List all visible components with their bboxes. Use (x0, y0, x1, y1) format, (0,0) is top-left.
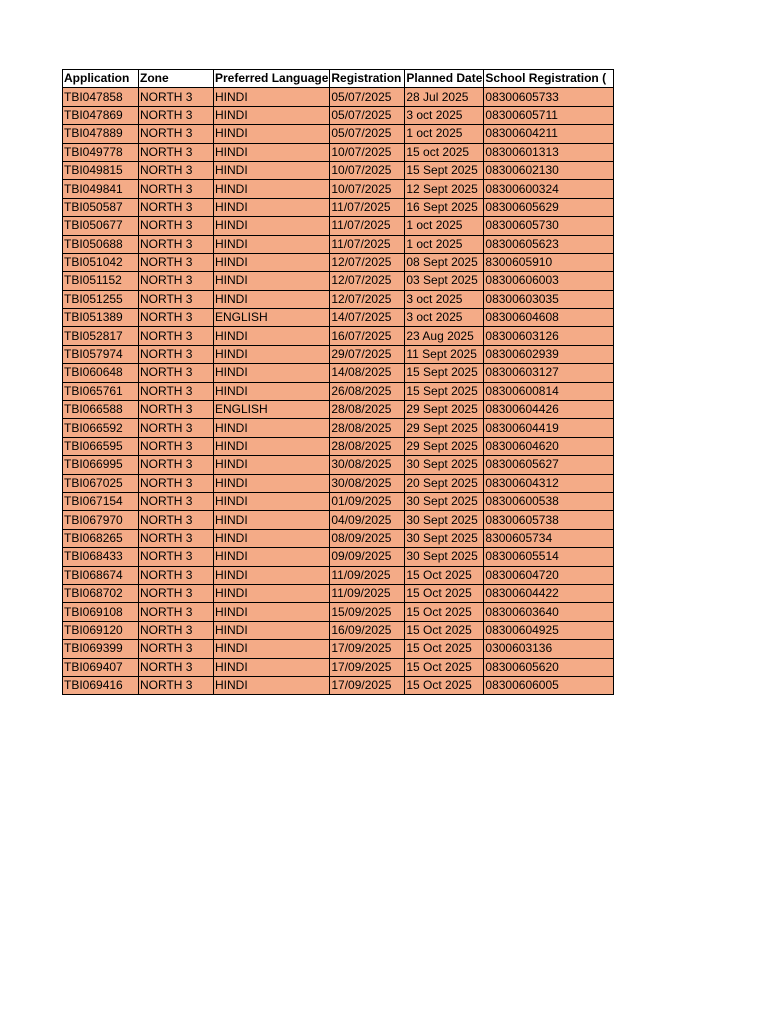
cell-registration[interactable]: 11/07/2025 (330, 235, 405, 253)
cell-zone[interactable]: NORTH 3 (139, 456, 214, 474)
cell-preferred-language[interactable]: HINDI (214, 345, 330, 363)
cell-planned-date[interactable]: 3 oct 2025 (405, 106, 484, 124)
cell-planned-date[interactable]: 1 oct 2025 (405, 235, 484, 253)
cell-application[interactable]: TBI065761 (63, 382, 139, 400)
table-row (63, 180, 614, 198)
cell-planned-date[interactable]: 15 Oct 2025 (405, 658, 484, 676)
cell-registration[interactable]: 12/07/2025 (330, 272, 405, 290)
cell-school-registration[interactable]: 08300604608 (484, 309, 614, 327)
table-row (63, 658, 614, 676)
cell-school-registration[interactable]: 08300605733 (484, 88, 614, 106)
cell-planned-date[interactable]: 15 Oct 2025 (405, 640, 484, 658)
cell-preferred-language[interactable]: HINDI (214, 456, 330, 474)
cell-application[interactable]: TBI068702 (63, 584, 139, 602)
cell-school-registration[interactable]: 08300604620 (484, 437, 614, 455)
table-row (63, 309, 614, 327)
cell-zone[interactable]: NORTH 3 (139, 676, 214, 694)
cell-zone[interactable]: NORTH 3 (139, 401, 214, 419)
cell-zone[interactable]: NORTH 3 (139, 88, 214, 106)
table-row (63, 253, 614, 271)
cell-zone[interactable]: NORTH 3 (139, 161, 214, 179)
cell-planned-date[interactable]: 15 Sept 2025 (405, 382, 484, 400)
cell-preferred-language[interactable]: HINDI (214, 548, 330, 566)
cell-application[interactable]: TBI050587 (63, 198, 139, 216)
cell-school-registration[interactable]: 08300605627 (484, 456, 614, 474)
cell-school-registration[interactable]: 08300603640 (484, 603, 614, 621)
header-registration[interactable]: Registration (330, 70, 405, 88)
cell-school-registration[interactable]: 08300604426 (484, 401, 614, 419)
cell-registration[interactable]: 04/09/2025 (330, 511, 405, 529)
table-row (63, 640, 614, 658)
cell-planned-date[interactable]: 30 Sept 2025 (405, 529, 484, 547)
cell-application[interactable]: TBI067154 (63, 492, 139, 510)
cell-preferred-language[interactable]: HINDI (214, 529, 330, 547)
cell-registration[interactable]: 17/09/2025 (330, 658, 405, 676)
cell-zone[interactable]: NORTH 3 (139, 640, 214, 658)
cell-zone[interactable]: NORTH 3 (139, 217, 214, 235)
table-row (63, 364, 614, 382)
cell-planned-date[interactable]: 30 Sept 2025 (405, 456, 484, 474)
cell-application[interactable]: TBI068674 (63, 566, 139, 584)
table-row (63, 345, 614, 363)
cell-zone[interactable]: NORTH 3 (139, 603, 214, 621)
cell-planned-date[interactable]: 15 Oct 2025 (405, 584, 484, 602)
cell-school-registration[interactable]: 08300601313 (484, 143, 614, 161)
cell-planned-date[interactable]: 12 Sept 2025 (405, 180, 484, 198)
cell-preferred-language[interactable]: HINDI (214, 584, 330, 602)
cell-application[interactable]: TBI066592 (63, 419, 139, 437)
cell-school-registration[interactable]: 08300606005 (484, 676, 614, 694)
table-row (63, 529, 614, 547)
cell-zone[interactable]: NORTH 3 (139, 290, 214, 308)
cell-application[interactable]: TBI050677 (63, 217, 139, 235)
cell-planned-date[interactable]: 30 Sept 2025 (405, 548, 484, 566)
cell-application[interactable]: TBI060648 (63, 364, 139, 382)
cell-registration[interactable]: 10/07/2025 (330, 143, 405, 161)
cell-preferred-language[interactable]: HINDI (214, 217, 330, 235)
cell-zone[interactable]: NORTH 3 (139, 492, 214, 510)
cell-preferred-language[interactable]: HINDI (214, 143, 330, 161)
cell-registration[interactable]: 12/07/2025 (330, 253, 405, 271)
table-row (63, 603, 614, 621)
cell-school-registration[interactable]: 08300604925 (484, 621, 614, 639)
cell-application[interactable]: TBI047889 (63, 125, 139, 143)
cell-school-registration[interactable]: 08300600538 (484, 492, 614, 510)
cell-registration[interactable]: 11/09/2025 (330, 584, 405, 602)
cell-school-registration[interactable]: 08300602130 (484, 161, 614, 179)
cell-registration[interactable]: 11/07/2025 (330, 217, 405, 235)
table-row (63, 106, 614, 124)
cell-zone[interactable]: NORTH 3 (139, 437, 214, 455)
cell-zone[interactable]: NORTH 3 (139, 364, 214, 382)
table-row (63, 290, 614, 308)
table-row (63, 272, 614, 290)
cell-zone[interactable]: NORTH 3 (139, 511, 214, 529)
cell-planned-date[interactable]: 20 Sept 2025 (405, 474, 484, 492)
table-row (63, 511, 614, 529)
cell-registration[interactable]: 26/08/2025 (330, 382, 405, 400)
cell-preferred-language[interactable]: ENGLISH (214, 401, 330, 419)
cell-application[interactable]: TBI067970 (63, 511, 139, 529)
cell-school-registration[interactable]: 0300603136 (484, 640, 614, 658)
cell-planned-date[interactable]: 1 oct 2025 (405, 217, 484, 235)
cell-zone[interactable]: NORTH 3 (139, 125, 214, 143)
cell-application[interactable]: TBI047869 (63, 106, 139, 124)
cell-zone[interactable]: NORTH 3 (139, 658, 214, 676)
cell-zone[interactable]: NORTH 3 (139, 198, 214, 216)
cell-school-registration[interactable]: 08300603127 (484, 364, 614, 382)
cell-application[interactable]: TBI069399 (63, 640, 139, 658)
data-table (62, 69, 614, 695)
cell-preferred-language[interactable]: HINDI (214, 437, 330, 455)
cell-planned-date[interactable]: 23 Aug 2025 (405, 327, 484, 345)
cell-registration[interactable]: 11/07/2025 (330, 198, 405, 216)
cell-school-registration[interactable]: 08300605711 (484, 106, 614, 124)
cell-planned-date[interactable]: 28 Jul 2025 (405, 88, 484, 106)
header-zone[interactable]: Zone (139, 70, 214, 88)
cell-preferred-language[interactable]: HINDI (214, 566, 330, 584)
cell-zone[interactable]: NORTH 3 (139, 474, 214, 492)
cell-application[interactable]: TBI067025 (63, 474, 139, 492)
cell-registration[interactable]: 29/07/2025 (330, 345, 405, 363)
cell-preferred-language[interactable]: HINDI (214, 640, 330, 658)
cell-school-registration[interactable]: 08300605620 (484, 658, 614, 676)
cell-preferred-language[interactable]: HINDI (214, 327, 330, 345)
cell-school-registration[interactable]: 08300604419 (484, 419, 614, 437)
cell-registration[interactable]: 30/08/2025 (330, 474, 405, 492)
cell-planned-date[interactable]: 16 Sept 2025 (405, 198, 484, 216)
cell-preferred-language[interactable]: HINDI (214, 125, 330, 143)
spreadsheet (62, 69, 614, 695)
cell-planned-date[interactable]: 15 Oct 2025 (405, 566, 484, 584)
cell-zone[interactable]: NORTH 3 (139, 529, 214, 547)
cell-school-registration[interactable]: 08300605738 (484, 511, 614, 529)
cell-school-registration[interactable]: 08300606003 (484, 272, 614, 290)
cell-preferred-language[interactable]: HINDI (214, 272, 330, 290)
table-row (63, 621, 614, 639)
cell-planned-date[interactable]: 15 Sept 2025 (405, 364, 484, 382)
cell-application[interactable]: TBI049815 (63, 161, 139, 179)
table-body (63, 88, 614, 695)
cell-zone[interactable]: NORTH 3 (139, 327, 214, 345)
cell-application[interactable]: TBI051255 (63, 290, 139, 308)
cell-registration[interactable]: 05/07/2025 (330, 88, 405, 106)
cell-application[interactable]: TBI069407 (63, 658, 139, 676)
table-row (63, 217, 614, 235)
cell-zone[interactable]: NORTH 3 (139, 345, 214, 363)
cell-application[interactable]: TBI052817 (63, 327, 139, 345)
cell-registration[interactable]: 28/08/2025 (330, 401, 405, 419)
cell-planned-date[interactable]: 15 Oct 2025 (405, 621, 484, 639)
cell-preferred-language[interactable]: HINDI (214, 290, 330, 308)
cell-preferred-language[interactable]: HINDI (214, 511, 330, 529)
table-row (63, 492, 614, 510)
table-row (63, 419, 614, 437)
cell-application[interactable]: TBI050688 (63, 235, 139, 253)
cell-application[interactable]: TBI069108 (63, 603, 139, 621)
cell-school-registration[interactable]: 08300604312 (484, 474, 614, 492)
cell-registration[interactable]: 15/09/2025 (330, 603, 405, 621)
cell-planned-date[interactable]: 15 oct 2025 (405, 143, 484, 161)
cell-application[interactable]: TBI068433 (63, 548, 139, 566)
cell-registration[interactable]: 17/09/2025 (330, 640, 405, 658)
cell-planned-date[interactable]: 29 Sept 2025 (405, 437, 484, 455)
cell-school-registration[interactable]: 08300603126 (484, 327, 614, 345)
table-row (63, 125, 614, 143)
cell-preferred-language[interactable]: HINDI (214, 161, 330, 179)
cell-registration[interactable]: 09/09/2025 (330, 548, 405, 566)
cell-application[interactable]: TBI049841 (63, 180, 139, 198)
cell-zone[interactable]: NORTH 3 (139, 419, 214, 437)
cell-zone[interactable]: NORTH 3 (139, 584, 214, 602)
cell-school-registration[interactable]: 08300603035 (484, 290, 614, 308)
cell-planned-date[interactable]: 30 Sept 2025 (405, 511, 484, 529)
table-row (63, 437, 614, 455)
cell-application[interactable]: TBI069416 (63, 676, 139, 694)
cell-zone[interactable]: NORTH 3 (139, 180, 214, 198)
cell-school-registration[interactable]: 08300605514 (484, 548, 614, 566)
cell-application[interactable]: TBI066595 (63, 437, 139, 455)
cell-registration[interactable]: 10/07/2025 (330, 180, 405, 198)
cell-application[interactable]: TBI057974 (63, 345, 139, 363)
cell-planned-date[interactable]: 15 Sept 2025 (405, 161, 484, 179)
table-row (63, 382, 614, 400)
table-row (63, 456, 614, 474)
cell-zone[interactable]: NORTH 3 (139, 309, 214, 327)
table-row (63, 88, 614, 106)
table-row (63, 676, 614, 694)
table-row (63, 474, 614, 492)
cell-preferred-language[interactable]: HINDI (214, 621, 330, 639)
cell-school-registration[interactable]: 08300604720 (484, 566, 614, 584)
table-row (63, 235, 614, 253)
cell-registration[interactable]: 10/07/2025 (330, 161, 405, 179)
cell-school-registration[interactable]: 8300605734 (484, 529, 614, 547)
cell-school-registration[interactable]: 08300602939 (484, 345, 614, 363)
cell-planned-date[interactable]: 15 Oct 2025 (405, 676, 484, 694)
table-row (63, 548, 614, 566)
cell-zone[interactable]: NORTH 3 (139, 272, 214, 290)
cell-application[interactable]: TBI051152 (63, 272, 139, 290)
table-row (63, 327, 614, 345)
cell-zone[interactable]: NORTH 3 (139, 382, 214, 400)
cell-application[interactable]: TBI069120 (63, 621, 139, 639)
table-row (63, 566, 614, 584)
cell-planned-date[interactable]: 29 Sept 2025 (405, 419, 484, 437)
header-row (63, 70, 614, 88)
cell-planned-date[interactable]: 08 Sept 2025 (405, 253, 484, 271)
cell-registration[interactable]: 28/08/2025 (330, 419, 405, 437)
header-preferred-language[interactable]: Preferred Language (214, 70, 330, 88)
cell-zone[interactable]: NORTH 3 (139, 548, 214, 566)
cell-preferred-language[interactable]: HINDI (214, 676, 330, 694)
cell-registration[interactable]: 05/07/2025 (330, 125, 405, 143)
table-row (63, 401, 614, 419)
cell-registration[interactable]: 11/09/2025 (330, 566, 405, 584)
cell-preferred-language[interactable]: HINDI (214, 235, 330, 253)
cell-zone[interactable]: NORTH 3 (139, 235, 214, 253)
cell-registration[interactable]: 17/09/2025 (330, 676, 405, 694)
cell-school-registration[interactable]: 08300604422 (484, 584, 614, 602)
cell-zone[interactable]: NORTH 3 (139, 253, 214, 271)
cell-preferred-language[interactable]: HINDI (214, 364, 330, 382)
table-row (63, 198, 614, 216)
cell-registration[interactable]: 01/09/2025 (330, 492, 405, 510)
cell-planned-date[interactable]: 30 Sept 2025 (405, 492, 484, 510)
cell-registration[interactable]: 30/08/2025 (330, 456, 405, 474)
cell-preferred-language[interactable]: HINDI (214, 474, 330, 492)
cell-application[interactable]: TBI051042 (63, 253, 139, 271)
cell-school-registration[interactable]: 08300605730 (484, 217, 614, 235)
cell-registration[interactable]: 28/08/2025 (330, 437, 405, 455)
header-school-registration[interactable]: School Registration ( (484, 70, 614, 88)
cell-application[interactable]: TBI066995 (63, 456, 139, 474)
cell-registration[interactable]: 14/08/2025 (330, 364, 405, 382)
cell-planned-date[interactable]: 03 Sept 2025 (405, 272, 484, 290)
cell-preferred-language[interactable]: HINDI (214, 382, 330, 400)
cell-school-registration[interactable]: 08300605623 (484, 235, 614, 253)
cell-planned-date[interactable]: 15 Oct 2025 (405, 603, 484, 621)
cell-zone[interactable]: NORTH 3 (139, 106, 214, 124)
cell-preferred-language[interactable]: ENGLISH (214, 309, 330, 327)
cell-zone[interactable]: NORTH 3 (139, 566, 214, 584)
cell-school-registration[interactable]: 08300600814 (484, 382, 614, 400)
cell-planned-date[interactable]: 29 Sept 2025 (405, 401, 484, 419)
cell-application[interactable]: TBI068265 (63, 529, 139, 547)
cell-preferred-language[interactable]: HINDI (214, 180, 330, 198)
cell-preferred-language[interactable]: HINDI (214, 419, 330, 437)
cell-application[interactable]: TBI047858 (63, 88, 139, 106)
cell-school-registration[interactable]: 08300604211 (484, 125, 614, 143)
cell-registration[interactable]: 05/07/2025 (330, 106, 405, 124)
cell-school-registration[interactable]: 08300600324 (484, 180, 614, 198)
cell-application[interactable]: TBI066588 (63, 401, 139, 419)
cell-registration[interactable]: 08/09/2025 (330, 529, 405, 547)
cell-registration[interactable]: 14/07/2025 (330, 309, 405, 327)
cell-school-registration[interactable]: 8300605910 (484, 253, 614, 271)
cell-planned-date[interactable]: 11 Sept 2025 (405, 345, 484, 363)
cell-preferred-language[interactable]: HINDI (214, 603, 330, 621)
header-planned-date[interactable]: Planned Date (405, 70, 484, 88)
header-application[interactable]: Application (63, 70, 139, 88)
cell-planned-date[interactable]: 3 oct 2025 (405, 309, 484, 327)
cell-preferred-language[interactable]: HINDI (214, 492, 330, 510)
cell-application[interactable]: TBI051389 (63, 309, 139, 327)
cell-preferred-language[interactable]: HINDI (214, 198, 330, 216)
table-row (63, 143, 614, 161)
cell-planned-date[interactable]: 1 oct 2025 (405, 125, 484, 143)
cell-registration[interactable]: 16/09/2025 (330, 621, 405, 639)
cell-application[interactable]: TBI049778 (63, 143, 139, 161)
cell-preferred-language[interactable]: HINDI (214, 106, 330, 124)
cell-school-registration[interactable]: 08300605629 (484, 198, 614, 216)
table-row (63, 584, 614, 602)
cell-registration[interactable]: 12/07/2025 (330, 290, 405, 308)
cell-preferred-language[interactable]: HINDI (214, 88, 330, 106)
table-row (63, 161, 614, 179)
cell-planned-date[interactable]: 3 oct 2025 (405, 290, 484, 308)
cell-preferred-language[interactable]: HINDI (214, 658, 330, 676)
cell-zone[interactable]: NORTH 3 (139, 621, 214, 639)
cell-zone[interactable]: NORTH 3 (139, 143, 214, 161)
cell-registration[interactable]: 16/07/2025 (330, 327, 405, 345)
cell-preferred-language[interactable]: HINDI (214, 253, 330, 271)
